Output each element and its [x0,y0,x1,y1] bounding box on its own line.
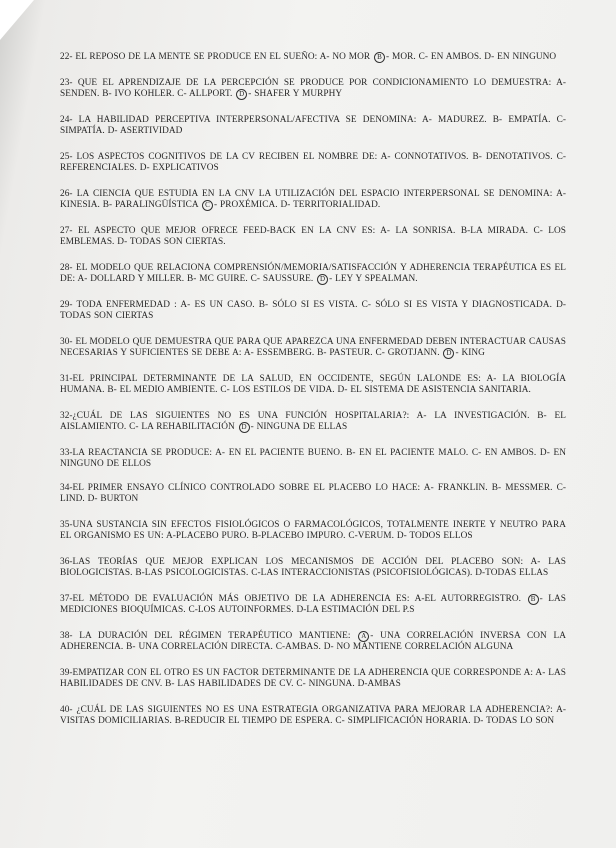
question-28: 28- EL MODELO QUE RELACIONA COMPRENSIÓN/MEMORIA/SATISFACCIÓN Y ADHERENCIA TERAPÉUTICA ES EL DE: A- DOLLARD Y MILLER. B- MC GUIRE. C- SAUSSURE. D - LEY Y SPEALMAN. [60,262,566,284]
circled-answer-marker: D [236,89,247,100]
question-30: 30- EL MODELO QUE DEMUESTRA QUE PARA QUE APAREZCA UNA ENFERMEDAD DEBEN INTERACTUAR CAUSAS NECESARIAS Y SUFICIENTES SE DEBE A: A- ESSEMBERG. B- PASTEUR. C- GROTJANN. D - KING [60,336,566,358]
question-23: 23- QUE EL APRENDIZAJE DE LA PERCEPCIÓN SE PRODUCE POR CONDICIONAMIENTO LO DEMUESTRA: A-SENDEN. B- IVO KOHLER. C- ALLPORT. D - SHAFER Y MURPHY [60,77,566,99]
circled-answer-marker: D [443,348,454,359]
question-38: 38- LA DURACIÓN DEL RÉGIMEN TERAPÉUTICO MANTIENE: A - UNA CORRELACIÓN INVERSA CON LA ADHERENCIA. B- UNA CORRELACIÓN DIRECTA. C-AMBAS. D- NO MANTIENE CORRELACIÓN ALGUNA [60,630,566,653]
question-33: 33-LA REACTANCIA SE PRODUCE: A- EN EL PACIENTE BUENO. B- EN EL PACIENTE MALO. C- EN AMBOS. D- EN NINGUNO DE ELLOS [60,447,566,469]
question-27: 27- EL ASPECTO QUE MEJOR OFRECE FEED-BACK EN LA CNV ES: A- LA SONRISA. B-LA MIRADA. C- LOS EMBLEMAS. D- TODAS SON CIERTAS. [60,225,566,247]
question-25: 25- LOS ASPECTOS COGNITIVOS DE LA CV RECIBEN EL NOMBRE DE: A- CONNOTATIVOS. B- DENOTATIVOS. C- REFERENCIALES. D- EXPLICATIVOS [60,151,566,173]
question-32: 32-¿CUÁL DE LAS SIGUIENTES NO ES UNA FUNCIÓN HOSPITALARIA?: A- LA INVESTIGACIÓN. B- EL AISLAMIENTO. C- LA REHABILITACIÓN D - NINGUNA DE ELLAS [60,410,566,432]
question-26: 26- LA CIENCIA QUE ESTUDIA EN LA CNV LA UTILIZACIÓN DEL ESPACIO INTERPERSONAL SE DENOMINA: A- KINESIA. B- PARALINGÜÍSTICA C - PROXÉMICA. D- TERRITORIALIDAD. [60,188,566,210]
question-40: 40- ¿CUÁL DE LAS SIGUIENTES NO ES UNA ESTRATEGIA ORGANIZATIVA PARA MEJORAR LA ADHERENCIA?: A-VISITAS DOMICILIARIAS. B-REDUCIR EL TIEMPO DE ESPERA. C- SIMPLIFICACIÓN HORARIA. D- TODAS LO SON [60,704,566,727]
question-list [60,52,566,742]
circled-answer-marker: A [358,631,369,642]
question-24: 24- LA HABILIDAD PERCEPTIVA INTERPERSONAL/AFECTIVA SE DENOMINA: A- MADUREZ. B- EMPATÍA. C- SIMPATÍA. D- ASERTIVIDAD [60,114,566,136]
question-22: 22- EL REPOSO DE LA MENTE SE PRODUCE EN EL SUEÑO: A- NO MOR B - MOR. C- EN AMBOS. D- EN NINGUNO [60,52,557,62]
question-35: 35-UNA SUSTANCIA SIN EFECTOS FISIOLÓGICOS O FARMACOLÓGICOS, TOTALMENTE INERTE Y NEUTRO PARA EL ORGANISMO ES UN: A-PLACEBO PURO. B-PLACEBO IMPURO. C-VERUM. D- TODOS ELLOS [60,519,566,542]
circled-answer-marker: B [528,594,539,605]
question-34: 34-EL PRIMER ENSAYO CLÍNICO CONTROLADO SOBRE EL PLACEBO LO HACE: A- FRANKLIN. B- MESSMER. C- LIND. D- BURTON [60,482,566,505]
question-29: 29- TODA ENFERMEDAD : A- ES UN CASO. B- SÓLO SI ES VISTA. C- SÓLO SI ES VISTA Y DIAGNOSTICADA. D- TODAS SON CIERTAS [60,299,566,321]
circled-answer-marker: C [202,200,213,211]
question-31: 31-EL PRINCIPAL DETERMINANTE DE LA SALUD, EN OCCIDENTE, SEGÚN LALONDE ES: A- LA BIOLOGÍA HUMANA. B- EL MEDIO AMBIENTE. C- LOS ESTILOS DE VIDA. D- EL SISTEMA DE ASISTENCIA SANITARIA. [60,373,566,395]
circled-answer-marker: B [374,52,385,63]
circled-answer-marker: D [317,274,328,285]
question-36: 36-LAS TEORÍAS QUE MEJOR EXPLICAN LOS MECANISMOS DE ACCIÓN DEL PLACEBO SON: A- LAS BIOLOGICISTAS. B-LAS PSICOLOGICISTAS. C-LAS INTERACCIONISTAS (PSICOFISIOLÓGICAS). D-TODAS ELLAS [60,556,566,579]
folded-corner [0,0,34,40]
circled-answer-marker: D [239,422,250,433]
question-37: 37-EL MÉTODO DE EVALUACIÓN MÁS OBJETIVO DE LA ADHERENCIA ES: A-EL AUTORREGISTRO. B - LAS MEDICIONES BIOQUÍMICAS. C-LOS AUTOINFORMES. D-LA ESTIMACIÓN DEL P.S [60,593,566,616]
question-39: 39-EMPATIZAR CON EL OTRO ES UN FACTOR DETERMINANTE DE LA ADHERENCIA QUE CORRESPONDE A: A- LAS HABILIDADES DE CNV. B- LAS HABILIDADES DE CV. C- NINGUNA. D-AMBAS [60,667,566,690]
